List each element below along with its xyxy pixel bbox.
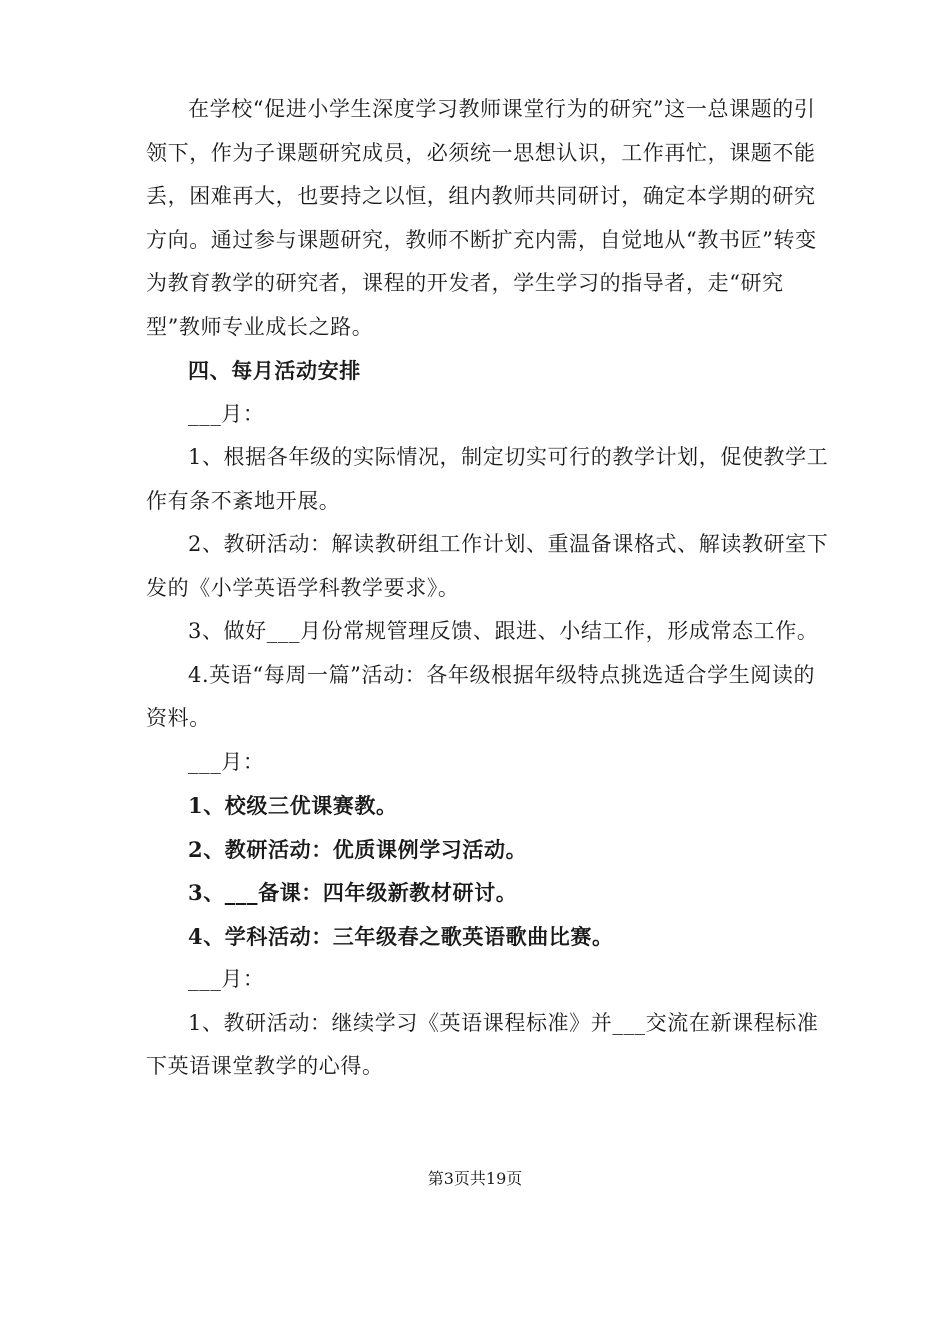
list-item: 2、教研活动：优质课例学习活动。	[188, 836, 528, 862]
list-item: 2、教研活动：解读教研组工作计划、重温备课格式、解读教研室下发的《小学英语学科教学要求》。	[146, 532, 829, 600]
list-item: 4、学科活动：三年级春之歌英语歌曲比赛。	[188, 923, 614, 949]
page-number: 第3页共19页	[427, 1169, 523, 1188]
paragraph-intro: 在学校“促进小学生深度学习教师课堂行为的研究”这一总课题的引领下，作为子课题研究成员，必须统一思想认识，工作再忙，课题不能丢，困难再大，也要持之以恒，组内教师共同研讨，确定本学期的研究方向。通过参与课题研究，教师不断扩充内需，自觉地从“教书匠”转变为教育教学的研究者，课程的开发者，学生学习的指导者，走“研究型”教师专业成长之路。	[146, 97, 817, 339]
month-label: ___月：	[188, 967, 265, 991]
list-item: 4.英语“每周一篇”活动：各年级根据年级特点挑选适合学生阅读的资料。	[146, 662, 816, 730]
section-heading: 四、每月活动安排	[188, 358, 361, 383]
list-item: 1、校级三优课赛教。	[188, 793, 398, 818]
list-item: 3、做好___月份常规管理反馈、跟进、小结工作，形成常态工作。	[188, 619, 819, 643]
list-item: 1、教研活动：继续学习《英语课程标准》并___交流在新课程标准下英语课堂教学的心得。	[146, 1010, 819, 1078]
list-item: 3、___备课：四年级新教材研讨。	[188, 880, 518, 905]
document-body	[146, 88, 830, 1089]
month-label: ___月：	[188, 749, 265, 774]
list-item: 1、根据各年级的实际情况，制定切实可行的教学计划，促使教学工作有条不紊地开展。	[146, 445, 829, 513]
month-label: ___月：	[188, 401, 265, 426]
